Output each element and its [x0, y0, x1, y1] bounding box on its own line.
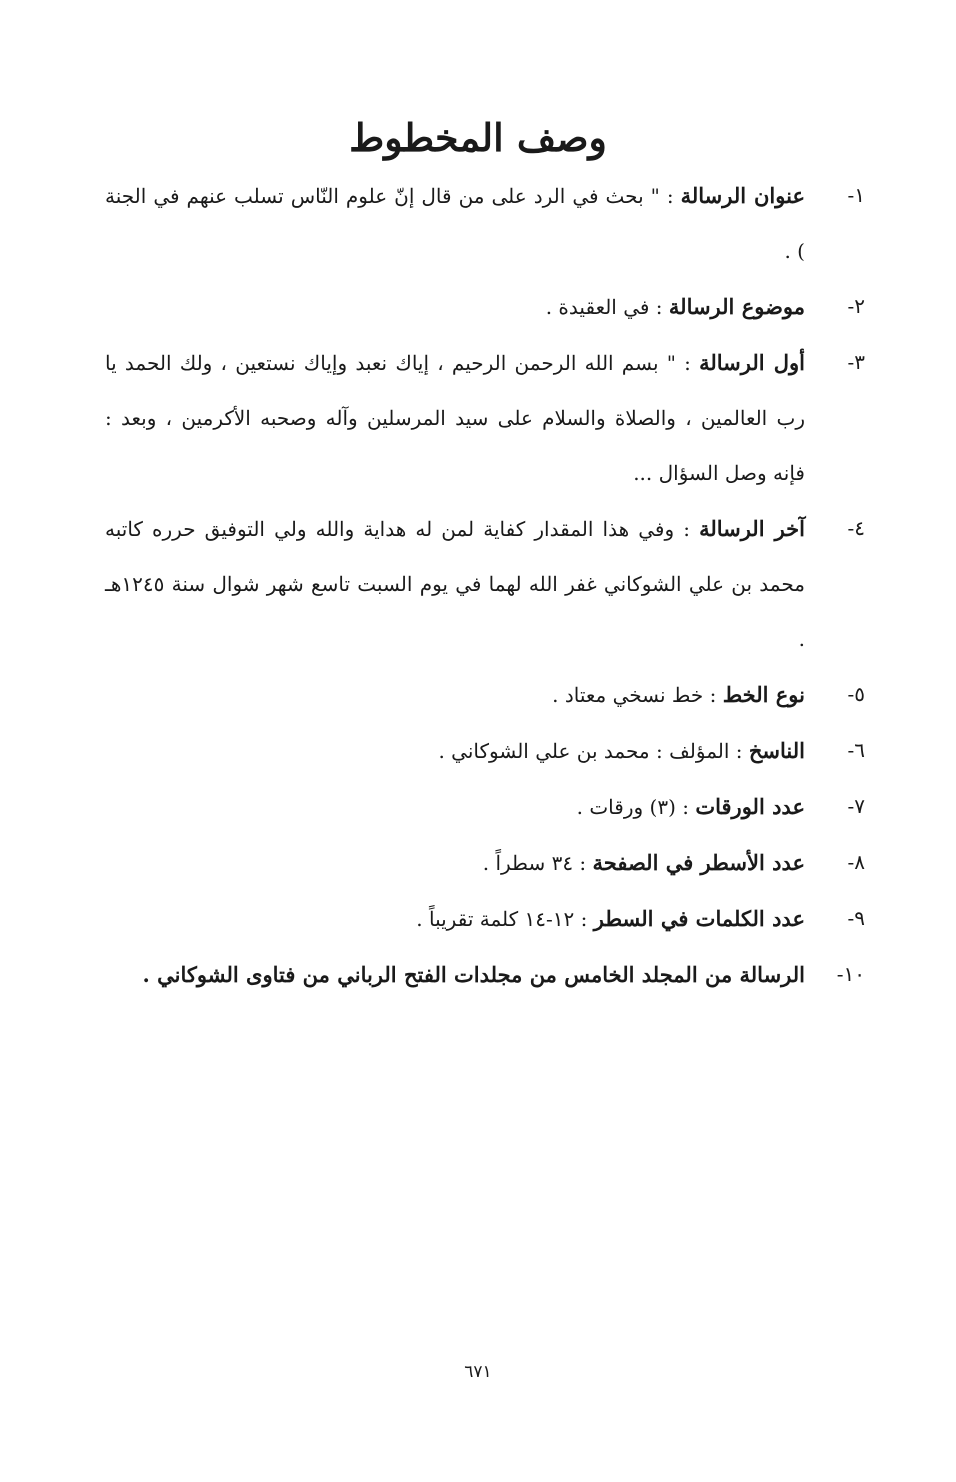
list-item [105, 723, 865, 779]
item-text: : (٣) ورقات . [576, 795, 696, 819]
item-number: ١- [847, 183, 865, 207]
item-number: ٤- [847, 516, 865, 540]
item-label: أول الرسالة [699, 350, 806, 375]
item-body [105, 891, 805, 947]
item-label: عنوان الرسالة [680, 183, 805, 208]
item-label: نوع الخط [722, 682, 805, 707]
item-number: ٣- [847, 350, 865, 374]
description-list [105, 168, 865, 1002]
page-number: ٦٧١ [464, 1362, 492, 1382]
item-body [105, 335, 805, 501]
list-item [105, 667, 865, 723]
list-item [105, 835, 865, 891]
item-label: آخر الرسالة [699, 516, 805, 541]
item-body [105, 168, 805, 279]
item-text: : ١٢-١٤ كلمة تقريباً . [416, 907, 594, 931]
item-number: ٢- [847, 294, 865, 318]
list-item [105, 168, 865, 279]
item-label: الناسخ [748, 738, 805, 763]
item-text: : " بحث في الرد على من قال إنّ علوم النّاس تسلب عنهم في الجنة ) . [105, 184, 805, 263]
item-text: : " بسم الله الرحمن الرحيم ، إياك نعبد وإياك نستعين ، ولك الحمد يا رب العالمين ، والصلاة والسلام على سيد المرسلين وآله وصحبه الأكرمين ، وبعد : فإنه وصل السؤال ... [105, 351, 805, 485]
item-text: الرسالة من المجلد الخامس من مجلدات الفتح الرباني من فتاوى الشوكاني . [142, 962, 805, 987]
item-body [105, 279, 805, 335]
item-label: عدد الكلمات في السطر [593, 906, 805, 931]
item-number: ١٠- [836, 962, 865, 986]
item-label: عدد الورقات [695, 794, 805, 819]
item-number: ٥- [847, 682, 865, 706]
list-item [105, 891, 865, 947]
item-body [105, 723, 805, 779]
item-body [105, 667, 805, 723]
item-number: ٦- [847, 738, 865, 762]
item-body [105, 947, 805, 1002]
list-item [105, 279, 865, 335]
item-text: : في العقيدة . [545, 295, 669, 319]
list-item [105, 501, 865, 667]
item-number: ٩- [847, 906, 865, 930]
item-number: ٧- [847, 794, 865, 818]
item-label: موضوع الرسالة [668, 294, 805, 319]
list-item [105, 335, 865, 501]
item-body [105, 779, 805, 835]
list-item [105, 947, 865, 1002]
list-item [105, 779, 865, 835]
item-label: عدد الأسطر في الصفحة [592, 850, 805, 875]
item-text: : وفي هذا المقدار كفاية لمن له هداية والله ولي التوفيق حرره كاتبه محمد بن علي الشوكاني غفر الله لهما في يوم السبت تاسع شهر شوال سنة ١٢٤٥هـ . [105, 517, 805, 651]
item-number: ٨- [847, 850, 865, 874]
item-body [105, 501, 805, 667]
page-title: وصف المخطوط [349, 115, 607, 160]
item-text: : المؤلف : محمد بن علي الشوكاني . [438, 739, 749, 763]
item-text: : ٣٤ سطراً . [482, 851, 593, 875]
item-body [105, 835, 805, 891]
item-text: : خط نسخي معتاد . [552, 683, 723, 707]
